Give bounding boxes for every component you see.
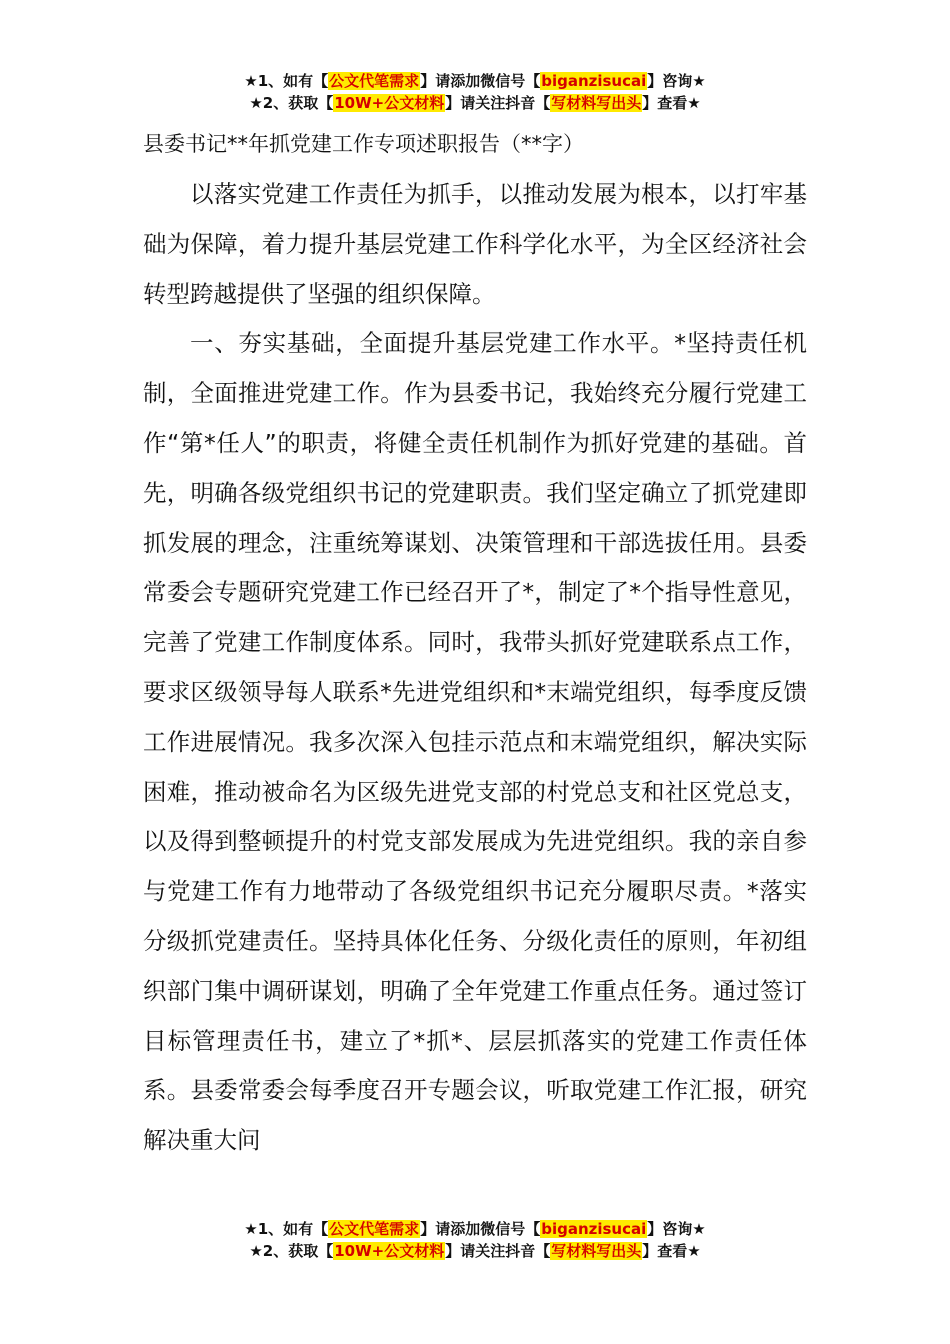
banner-text: ★2、获取【 [249,1242,334,1260]
body-paragraph: 一、夯实基础，全面提升基层党建工作水平。*坚持责任机制，全面推进党建工作。作为县委书记，我始终充分履行党建工作“第*任人”的职责，将健全责任机制作为抓好党建的基础。首先，明确各级党组织书记的党建职责。我们坚定确立了抓党建即抓发展的理念，注重统筹谋划、决策管理和干部选拔任用。县委常委会专题研究党建工作已经召开了*，制定了*个指导性意见，完善了党建工作制度体系。同时，我带头抓好党建联系点工作，要求区级领导每人联系*先进党组织和*末端党组织，每季度反馈工作进展情况。我多次深入包挂示范点和末端党组织，解决实际困难，推动被命名为区级先进党支部的村党总支和社区党总支，以及得到整顿提升的村党支部发展成为先进党组织。我的亲自参与党建工作有力地带动了各级党组织书记充分履职尽责。*落实分级抓党建责任。坚持具体化任务、分级化责任的原则，年初组织部门集中调研谋划，明确了全年党建工作重点任务。通过签订目标管理责任书，建立了*抓*、层层抓落实的党建工作责任体系。县委常委会每季度召开专题会议，听取党建工作汇报，研究解决重大问 [143,329,807,1155]
header-banner [0,70,950,114]
document-body [143,170,807,1166]
banner-highlight: 公文代笔需求 [329,1220,420,1238]
banner-highlight: 10W+公文材料 [334,1242,445,1260]
banner-highlight: 10W+公文材料 [334,94,445,112]
banner-line-1 [0,70,950,92]
banner-text: ★1、如有【 [244,72,329,90]
banner-highlight: 公文代笔需求 [329,72,420,90]
banner-line-2 [0,1240,950,1262]
banner-line-2 [0,92,950,114]
banner-highlight: biganzisucai [541,1220,647,1238]
banner-line-1 [0,1218,950,1240]
banner-text: 】请添加微信号【 [420,72,541,90]
body-paragraph: 以落实党建工作责任为抓手，以推动发展为根本，以打牢基础为保障，着力提升基层党建工作科学化水平，为全区经济社会转型跨越提供了坚强的组织保障。 [143,180,807,308]
footer-banner [0,1218,950,1262]
banner-text: ★1、如有【 [244,1220,329,1238]
banner-text: 】查看★ [642,94,701,112]
banner-text: 】咨询★ [647,72,706,90]
banner-highlight: 写材料写出头 [551,94,642,112]
banner-text: 】请关注抖音【 [445,1242,551,1260]
document-title: 县委书记**年抓党建工作专项述职报告（**字） [143,132,584,156]
banner-highlight: biganzisucai [541,72,647,90]
banner-text: 】请关注抖音【 [445,94,551,112]
banner-text: ★2、获取【 [249,94,334,112]
banner-text: 】请添加微信号【 [420,1220,541,1238]
banner-text: 】咨询★ [647,1220,706,1238]
banner-highlight: 写材料写出头 [551,1242,642,1260]
banner-text: 】查看★ [642,1242,701,1260]
